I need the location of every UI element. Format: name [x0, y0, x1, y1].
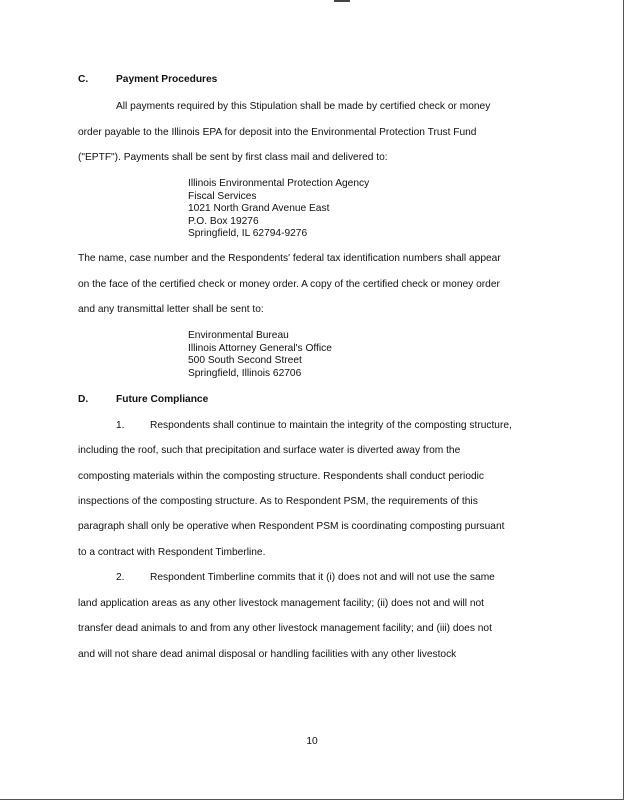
paragraph-line: transfer dead animals to and from any other livestock management facility; and (iii) does not	[78, 623, 492, 634]
paragraph-line: All payments required by this Stipulation shall be made by certified check or money	[116, 101, 491, 112]
address-line: Environmental Bureau	[188, 330, 289, 341]
address-line: Springfield, IL 62794-9276	[188, 228, 308, 240]
paragraph-number: 1.	[116, 420, 125, 431]
paragraph-line: including the roof, such that precipitation and surface water is diverted away from the	[78, 445, 461, 456]
paragraph-line: The name, case number and the Respondents' federal tax identification numbers shall appear	[78, 253, 501, 264]
paragraph-line: order payable to the Illinois EPA for deposit into the Environmental Protection Trust Fund	[78, 127, 477, 138]
address-block-epa	[188, 178, 369, 241]
paragraph-line: Respondent Timberline commits that it (i) does not and will not use the same	[150, 572, 495, 583]
address-line: P.O. Box 19276	[188, 215, 259, 227]
paragraph-line: composting materials within the composting structure. Respondents shall conduct periodic	[78, 471, 485, 482]
paragraph-line: to a contract with Respondent Timberline.	[78, 547, 266, 558]
paragraph-line: land application areas as any other livestock management facility; (ii) does not and will not	[78, 598, 485, 609]
section-d-title: Future Compliance	[116, 394, 209, 405]
page-number: 10	[306, 736, 318, 747]
paragraph-line: and any transmittal letter shall be sent to:	[78, 304, 264, 315]
section-c-title: Payment Procedures	[116, 74, 218, 85]
address-line: Fiscal Services	[188, 190, 257, 202]
paragraph-line: paragraph shall only be operative when Respondent PSM is coordinating composting pursuant	[78, 521, 505, 532]
paragraph-number: 2.	[116, 572, 125, 583]
paragraph-line: inspections of the composting structure. As to Respondent PSM, the requirements of this	[78, 496, 478, 507]
section-d-label: D.	[78, 394, 89, 405]
section-c-label: C.	[78, 74, 89, 85]
scan-mark	[334, 0, 350, 2]
address-line: Springfield, Illinois 62706	[188, 367, 302, 379]
paragraph-line: ("EPTF"). Payments shall be sent by first class mail and delivered to:	[78, 152, 388, 163]
paragraph-line: on the face of the certified check or money order. A copy of the certified check or money order	[78, 279, 500, 290]
address-line: 1021 North Grand Avenue East	[188, 203, 330, 215]
address-line: Illinois Attorney General's Office	[188, 342, 332, 354]
paragraph-line: and will not share dead animal disposal or handling facilities with any other livestock	[78, 649, 457, 660]
address-block-attorney-general	[188, 330, 332, 380]
address-line: 500 South Second Street	[188, 355, 302, 367]
paragraph-line: Respondents shall continue to maintain the integrity of the composting structure,	[150, 420, 512, 431]
address-line: Illinois Environmental Protection Agency	[188, 178, 370, 189]
